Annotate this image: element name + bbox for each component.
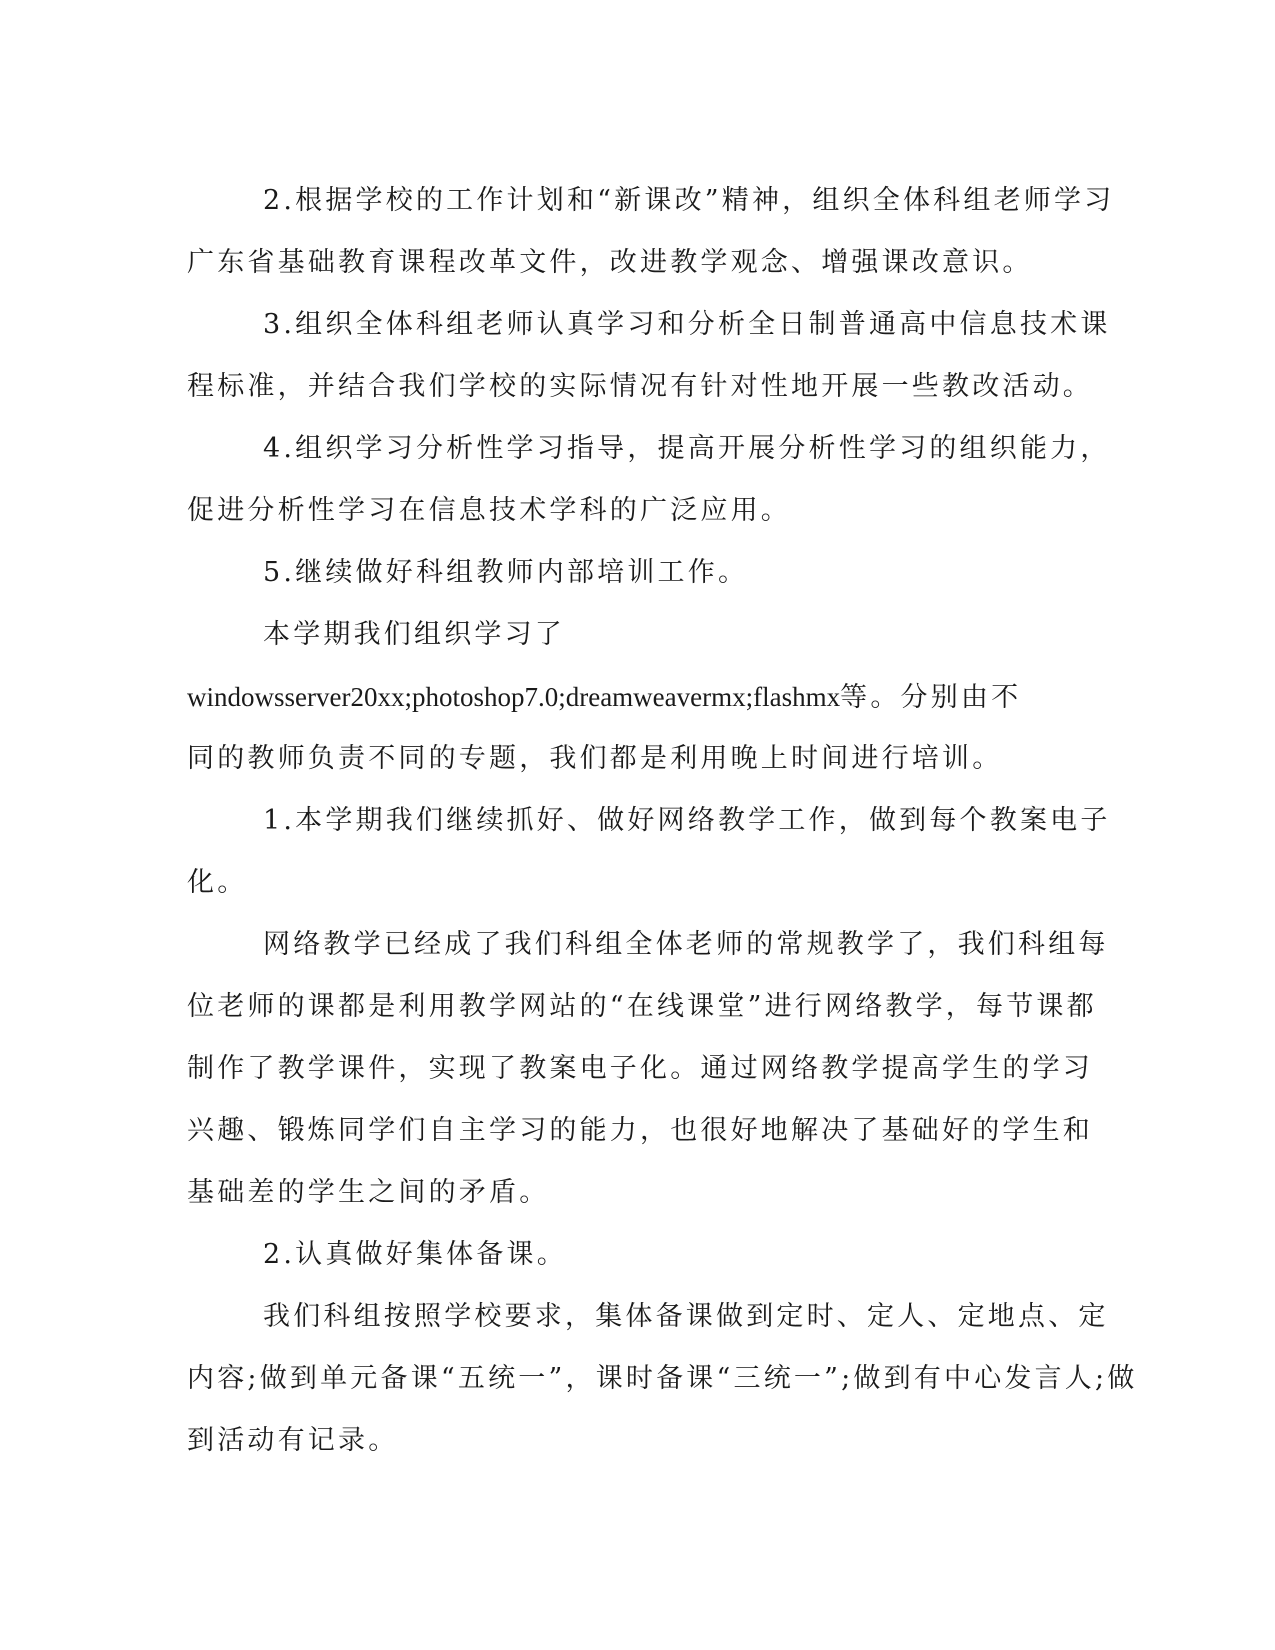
paragraph-line: 本学期我们组织学习了 (263, 619, 565, 650)
paragraph-text: 等。分别由不 (840, 682, 1022, 713)
paragraph-line: 内容;做到单元备课“五统一”，课时备课“三统一”;做到有中心发言人;做 (187, 1363, 1138, 1394)
paragraph-line: 网络教学已经成了我们科组全体老师的常规教学了，我们科组每 (263, 929, 1109, 960)
paragraph-line: 1.本学期我们继续抓好、做好网络教学工作，做到每个教案电子 (263, 805, 1111, 836)
paragraph-line: 兴趣、锻炼同学们自主学习的能力，也很好地解决了基础好的学生和 (187, 1115, 1093, 1146)
paragraph-line: 我们科组按照学校要求，集体备课做到定时、定人、定地点、定 (263, 1301, 1109, 1332)
paragraph-line: 到活动有记录。 (187, 1425, 399, 1456)
paragraph-line: 位老师的课都是利用教学网站的“在线课堂”进行网络教学，每节课都 (187, 991, 1097, 1022)
paragraph-line: 制作了教学课件，实现了教案电子化。通过网络教学提高学生的学习 (187, 1053, 1093, 1084)
paragraph-line: 3.组织全体科组老师认真学习和分析全日制普通高中信息技术课 (263, 309, 1111, 340)
software-list: windowsserver20xx;photoshop7.0;dreamweavermx;flashmx (187, 682, 841, 712)
paragraph-line: 广东省基础教育课程改革文件，改进教学观念、增强课改意识。 (187, 247, 1033, 278)
paragraph-line: 5.继续做好科组教师内部培训工作。 (263, 557, 749, 588)
paragraph-line: 基础差的学生之间的矛盾。 (187, 1177, 550, 1208)
paragraph-line: 促进分析性学习在信息技术学科的广泛应用。 (187, 495, 791, 526)
paragraph-line: 2.认真做好集体备课。 (263, 1239, 567, 1270)
paragraph-line: 同的教师负责不同的专题，我们都是利用晚上时间进行培训。 (187, 743, 1003, 774)
paragraph-line: 程标准，并结合我们学校的实际情况有针对性地开展一些教改活动。 (187, 371, 1093, 402)
paragraph-line: 化。 (187, 867, 248, 898)
paragraph-line: 2.根据学校的工作计划和“新课改”精神，组织全体科组老师学习 (263, 185, 1115, 216)
paragraph-line: 4.组织学习分析性学习指导，提高开展分析性学习的组织能力， (263, 433, 1111, 464)
paragraph-line (187, 666, 1075, 728)
